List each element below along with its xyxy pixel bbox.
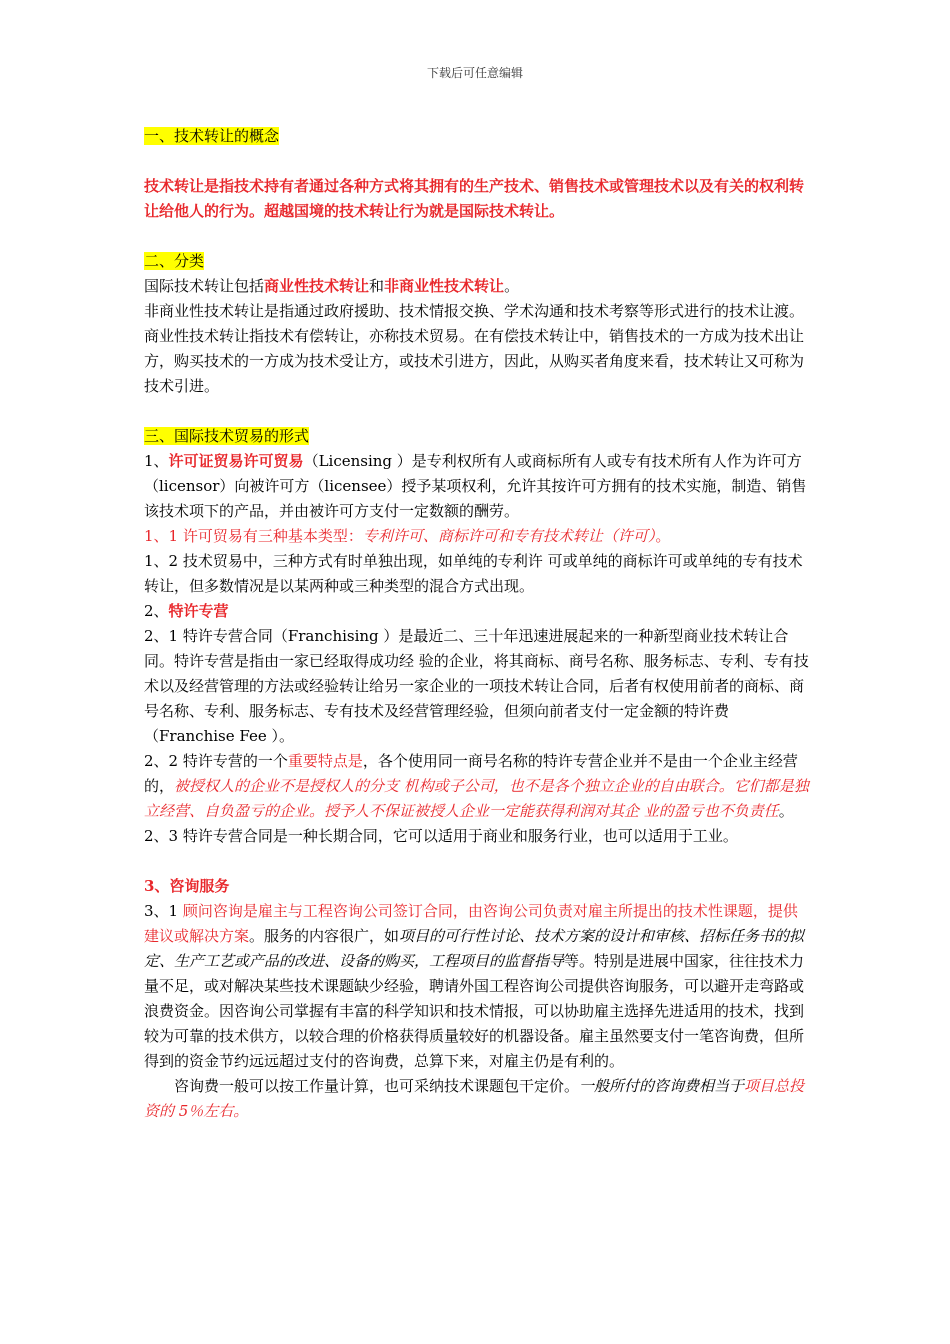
spacer — [144, 149, 812, 174]
text-run: 和 — [369, 277, 385, 295]
franchising-independence-note: 被授权人的企业不是授权人的分支 机构或子公司，也不是各个独立企业的自由联合。它们都是独立经营、自负盈亏的企业。授予人不保证被授人企业一定能获得利润对其企 业的盈亏也不负责任 — [144, 777, 809, 820]
text-run: 2、 — [144, 602, 169, 620]
text-run: 3、1 — [144, 902, 183, 920]
spacer — [144, 224, 812, 249]
commercial-paragraph: 商业性技术转让指技术有偿转让，亦称技术贸易。在有偿技术转让中，销售技术的一方成为技术出让方，购买技术的一方成为技术受让方，或技术引进方，因此，从购买者角度来看，技术转让又可称为技术引进。 — [144, 327, 805, 395]
key-feature-term: 重要特点是 — [287, 752, 363, 770]
spacer — [144, 399, 812, 424]
text-run: 1、1 许可贸易有三种基本类型： — [144, 527, 363, 545]
consulting-scope-list: 项目的可行性讨论、技术方案的设计和审核、招标任务书的拟定、生产工艺或产品的改进、设备的购买，工程项目的监督指导 — [144, 927, 805, 970]
license-types-list: 专利许可、商标许可和专有技术转让（许可） — [362, 527, 656, 545]
consulting-paragraph — [144, 899, 812, 1074]
license-types-paragraph — [144, 524, 812, 549]
text-run: 2、2 特许专营的一个 — [144, 752, 288, 770]
definition-paragraph: 技术转让是指技术持有者通过各种方式将其拥有的生产技术、销售技术或管理技术以及有关的权利转让给他人的行为。超越国境的技术转让行为就是国际技术转让。 — [144, 177, 805, 220]
document-body — [144, 124, 812, 1124]
non-commercial-transfer-term: 非商业性技术转让 — [384, 277, 505, 295]
non-commercial-paragraph: 非商业性技术转让是指通过政府援助、技术情报交换、学术沟通和技术考察等形式进行的技术让渡。 — [144, 302, 805, 320]
text-run: 。 — [655, 527, 671, 545]
text-run: 。 — [504, 277, 520, 295]
fee-note: 一般所付的咨询费相当于 — [579, 1077, 745, 1095]
franchising-term: 特许专营 — [168, 602, 229, 620]
consulting-heading: 3、咨询服务 — [144, 877, 230, 895]
text-run: ，各个使用同一商号名称的特许专营企业并不是由一个企业主经营的， — [144, 752, 798, 795]
page-header: 下载后可任意编辑 — [426, 66, 523, 80]
mixed-license-paragraph: 1、2 技术贸易中，三种方式有时单独出现，如单纯的专利许 可或单纯的商标许可或单纯的专有技术转让，但多数情况是以某两种或三种类型的混合方式出现。 — [144, 552, 803, 595]
licensing-paragraph — [144, 449, 812, 524]
section-2-heading: 二、分类 — [144, 252, 205, 270]
franchising-definition-paragraph: 2、1 特许专营合同（Franchising ）是最近二、三十年迅速进展起来的一种新型商业技术转让合同。特许专营是指由一家已经取得成功经 验的企业，将其商标、商号名称、服务标志、专利、专有技术以及经营管理的方法或经验转让给另一家企业的一项技术转让合同，后者有权使用前者的商标、商号名称、专利、服务标志、专有技术及经营管理经验，但须向前者支付一定金额的特许费（Franchise Fee ）。 — [144, 627, 809, 745]
section-3-heading: 三、国际技术贸易的形式 — [144, 427, 310, 445]
section-3 — [144, 424, 812, 449]
consulting-fee-paragraph — [144, 1074, 812, 1124]
franchising-term-paragraph: 2、3 特许专营合同是一种长期合同，它可以适用于商业和服务行业，也可以适用于工业。 — [144, 827, 738, 845]
text-run: （Licensing ）是专利权所有人或商标所有人或专有技术所有人作为许可方（licensor）向被许可方（licensee）授予某项权利，允许其按许可方拥有的技术实施，制造、销售该技术项下的产品，并由被许可方支付一定数额的酬劳。 — [144, 452, 807, 520]
text-run: 国际技术转让包括 — [144, 277, 265, 295]
section-1 — [144, 124, 812, 149]
licensing-term: 许可证贸易许可贸易 — [168, 452, 304, 470]
commercial-transfer-term: 商业性技术转让 — [264, 277, 370, 295]
text-run: 1、 — [144, 452, 169, 470]
section-2 — [144, 249, 812, 274]
text-run: 。 — [778, 802, 794, 820]
classification-paragraph — [144, 274, 812, 299]
text-run: 。服务的内容很广，如 — [249, 927, 400, 945]
section-1-heading: 一、技术转让的概念 — [144, 127, 280, 145]
franchising-feature-paragraph — [144, 749, 812, 824]
fee-percentage: 项目总投资的 5％左右。 — [144, 1077, 805, 1120]
franchising-heading — [144, 599, 812, 624]
spacer — [144, 849, 812, 874]
consulting-definition: 顾问咨询是雇主与工程咨询公司签订合同，由咨询公司负责对雇主所提出的技术性课题，提供建议或解决方案 — [144, 902, 798, 945]
text-run: 等。特别是进展中国家，往往技术力量不足，或对解决某些技术课题缺少经验，聘请外国工程咨询公司提供咨询服务，可以避开走弯路或浪费资金。因咨询公司掌握有丰富的科学知识和技术情报，可以协助雇主选择先进适用的技术，找到较为可靠的技术供方，以较合理的价格获得质量较好的机器设备。雇主虽然要支付一笔咨询费，但所得到的资金节约远远超过支付的咨询费，总算下来，对雇主仍是有利的。 — [144, 952, 805, 1070]
text-run: 咨询费一般可以按工作量计算，也可采纳技术课题包干定价。 — [174, 1077, 580, 1095]
